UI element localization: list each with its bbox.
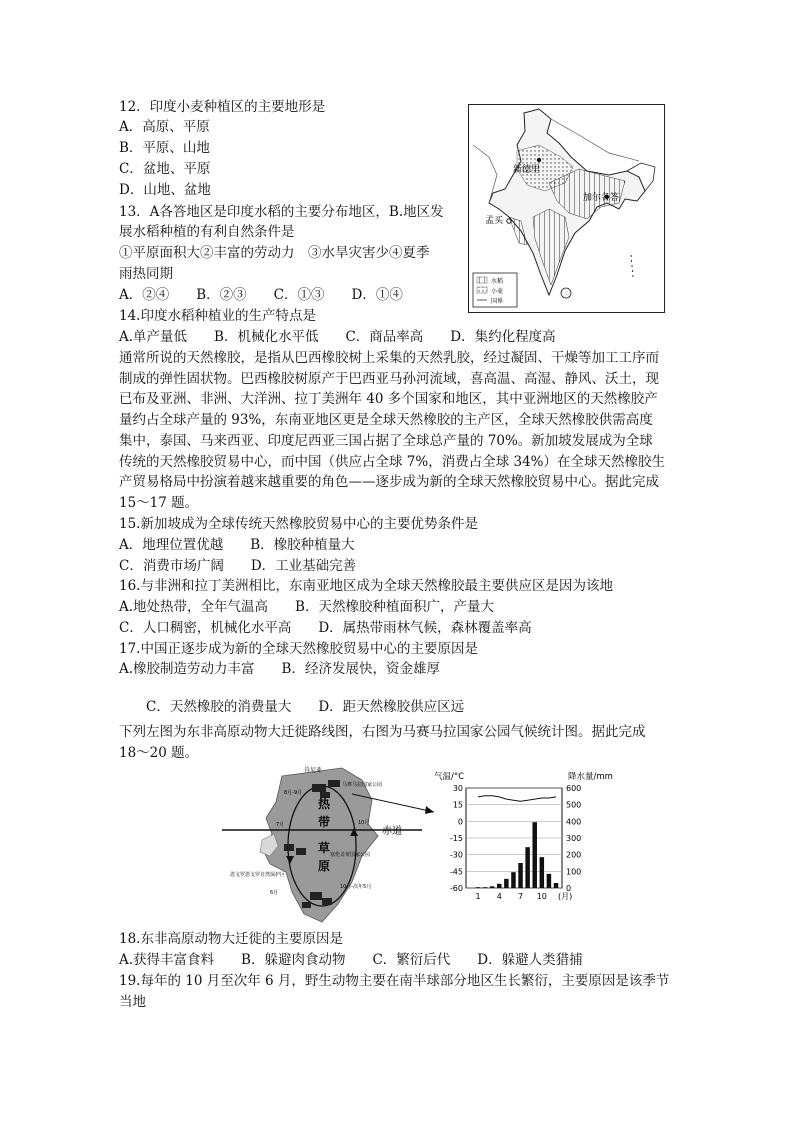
sri-lanka <box>561 288 571 298</box>
left-tick-label: -30 <box>449 850 463 860</box>
city-kolkata: 加尔各答 <box>583 193 620 203</box>
right-tick-label: 600 <box>566 784 582 793</box>
temperature-line <box>478 796 556 802</box>
left-tick-label: -15 <box>449 834 463 843</box>
precip-bar <box>540 857 545 888</box>
label-jul: 7月 <box>276 822 285 828</box>
q15-stem: 15.新加坡成为全球传统天然橡胶贸易中心的主要优势条件是 <box>119 516 478 532</box>
legend-wheat-swatch <box>477 287 487 293</box>
q12-option-b: B．平原、山地 <box>119 140 210 156</box>
precip-bar <box>497 884 502 888</box>
passage-line: 传统的天然橡胶贸易中心，而中国（供应占全球 7%，消费占全球 34%）在全球天然橡胶生 <box>119 454 666 470</box>
right-axis-ticks <box>566 784 581 893</box>
q14-options: A.单产量低 B．机械化水平低 C．商品率高 D．集约化程度高 <box>119 329 556 345</box>
chart-left-label: 气温/°C <box>434 772 465 782</box>
left-tick-label: -60 <box>449 884 463 893</box>
equator-label: 赤道 <box>382 826 402 837</box>
x-tick-label: 7 <box>517 892 524 901</box>
right-tick-label: 100 <box>566 867 582 877</box>
q14-stem: 14.印度水稻种植业的生产特点是 <box>119 308 316 324</box>
intro2-line1: 下列左图为东非高原动物大迁徙路线图，右图为马赛马拉国家公园气候统计图。据此完成 <box>119 724 646 740</box>
rice-area-south <box>533 209 569 285</box>
label-aug-sep: 8月-9月 <box>284 790 303 796</box>
x-tick-label: 1 <box>475 892 481 901</box>
left-axis-ticks <box>450 784 463 893</box>
q12-stem: 12．印度小麦种植区的主要地形是 <box>119 99 326 115</box>
left-tick-label: -45 <box>449 867 463 877</box>
new-delhi-dot <box>537 158 541 162</box>
q13-line1: 13．A各答地区是印度水稻的主要分布地区，B.地区发 <box>119 204 444 220</box>
q17-options-ab: A.橡胶制造劳动力丰富 B．经济发展快，资金雄厚 <box>119 661 440 677</box>
label-re2: 带 <box>318 815 331 829</box>
x-tick-label: 4 <box>496 892 502 901</box>
q17-options-cd: C．天然橡胶的消费量大 D．距天然橡胶供应区远 <box>146 699 465 715</box>
x-axis-ticks <box>475 892 572 901</box>
q15-options-ab: A．地理位置优越 B．橡胶种植量大 <box>119 537 355 553</box>
precip-bar <box>504 879 509 888</box>
q15-options-cd: C．消费市场广阔 D．工业基础完善 <box>119 558 357 574</box>
right-tick-label: 0 <box>566 884 572 893</box>
passage-line: 制成的弹性固状物。巴西橡胶树原产于巴西亚马孙河流域，喜高温、高湿、静风、沃土，现 <box>119 371 659 387</box>
right-tick-label: 200 <box>566 850 582 860</box>
precip-bar <box>511 872 516 888</box>
label-re3: 草 <box>318 841 331 855</box>
left-tick-label: 30 <box>452 784 463 793</box>
left-tick-label: 15 <box>452 800 463 810</box>
legend-rice: 水稻 <box>491 278 504 285</box>
q13-line3: ①平原面积大②丰富的劳动力 ③水旱灾害少④夏季 <box>119 245 430 261</box>
q16-options-ab: A.地处热带，全年气温高 B．天然橡胶种植面积广，产量大 <box>119 599 494 615</box>
label-jun: 6月 <box>270 890 279 896</box>
q16-options-cd: C．人口稠密，机械化水平高 D．属热带雨林气候，森林覆盖率高 <box>119 620 532 636</box>
right-tick-label: 400 <box>566 817 582 827</box>
precip-bar <box>547 874 552 888</box>
right-tick-label: 500 <box>566 800 582 810</box>
precip-bar <box>554 883 559 888</box>
q13-options: A．②④ B．②③ C．①③ D．①④ <box>119 287 403 303</box>
precip-bar <box>490 886 495 888</box>
passage-line: 集中，泰国、马来西亚、印度尼西亚三国占据了全球总产量的 70%。新加坡发展成为全球 <box>119 433 653 449</box>
india-crop-map <box>468 104 665 313</box>
x-axis-unit: (月) <box>558 892 573 901</box>
x-tick-label: 10 <box>536 892 547 901</box>
q13-line2: 展水稻种植的有利自然条件是 <box>119 224 295 240</box>
label-re1: 热 <box>318 797 331 811</box>
india-map-graphic <box>469 105 664 312</box>
passage-line: 量约占全球产量的 93%，东南亚地区更是全球天然橡胶的主产区，全球天然橡胶供需高度 <box>119 412 653 428</box>
climate-chart-svg <box>432 768 662 908</box>
precip-bar <box>525 847 530 888</box>
label-masai-mara: 马赛马拉国家公园 <box>342 782 383 788</box>
andaman-islands <box>631 255 633 277</box>
label-oct: 10月 <box>358 820 370 826</box>
q19-line2: 当地 <box>119 994 146 1010</box>
q12-option-a: A．高原、平原 <box>119 119 210 135</box>
passage-line: 15～17 题。 <box>119 495 199 511</box>
q12-option-d: D．山地、盆地 <box>119 182 211 198</box>
legend-rice-swatch <box>477 277 487 283</box>
precip-bars <box>476 822 559 888</box>
label-re4: 原 <box>318 859 331 873</box>
passage-line: 通常所说的天然橡胶，是指从巴西橡胶树上采集的天然乳胶，经过凝固、干燥等加工工序而 <box>119 350 659 366</box>
left-tick-label: 0 <box>457 817 463 827</box>
passage-line: 已布及亚洲、非洲、大洋洲、拉丁美洲年 40 多个国家和地区，其中亚洲地区的天然橡胶产 <box>119 391 658 407</box>
legend-wheat: 小麦 <box>491 288 504 295</box>
intro2-line2: 18～20 题。 <box>119 745 199 761</box>
city-new-delhi: 新德里 <box>513 165 541 175</box>
q18-stem: 18.东非高原动物大迁徙的主要原因是 <box>119 931 343 947</box>
climate-chart <box>432 768 662 908</box>
precip-bar <box>518 863 523 888</box>
label-oct-may: 10月-次年5月 <box>340 884 372 890</box>
q12-option-c: C．盆地、平原 <box>119 161 211 177</box>
label-ngorongoro: 恩戈罗恩戈罗自然保护区 <box>230 872 286 878</box>
q17-stem: 17.中国正逐步成为新的全球天然橡胶贸易中心的主要原因是 <box>119 641 478 657</box>
legend-border: 国界 <box>491 298 504 305</box>
city-mumbai: 孟买 <box>485 216 504 226</box>
chart-right-label: 降水量/mm <box>568 772 613 782</box>
label-kenya: 肯尼亚 <box>304 767 323 774</box>
passage-line: 产贸易格局中扮演着越来越重要的角色——逐步成为新的全球天然橡胶贸易中心。据此完成 <box>119 474 659 490</box>
precip-bar <box>532 822 537 888</box>
q19-line1: 19.每年的 10 月至次年 6 月，野生动物主要在南半球部分地区生长繁衍，主要原因是该季节 <box>119 973 670 989</box>
right-tick-label: 300 <box>566 834 582 843</box>
q18-options: A.获得丰富食料 B．躲避肉食动物 C．繁衍后代 D．躲避人类猎捕 <box>119 952 583 968</box>
q13-line4: 雨热同期 <box>119 266 173 282</box>
precip-bar <box>476 887 481 888</box>
q16-stem: 16.与非洲和拉丁美洲相比，东南亚地区成为全球天然橡胶最主要供应区是因为该地 <box>119 578 613 594</box>
label-serengeti: 塞伦盖蒂国家公园 <box>330 852 371 858</box>
precip-bar <box>483 887 488 888</box>
